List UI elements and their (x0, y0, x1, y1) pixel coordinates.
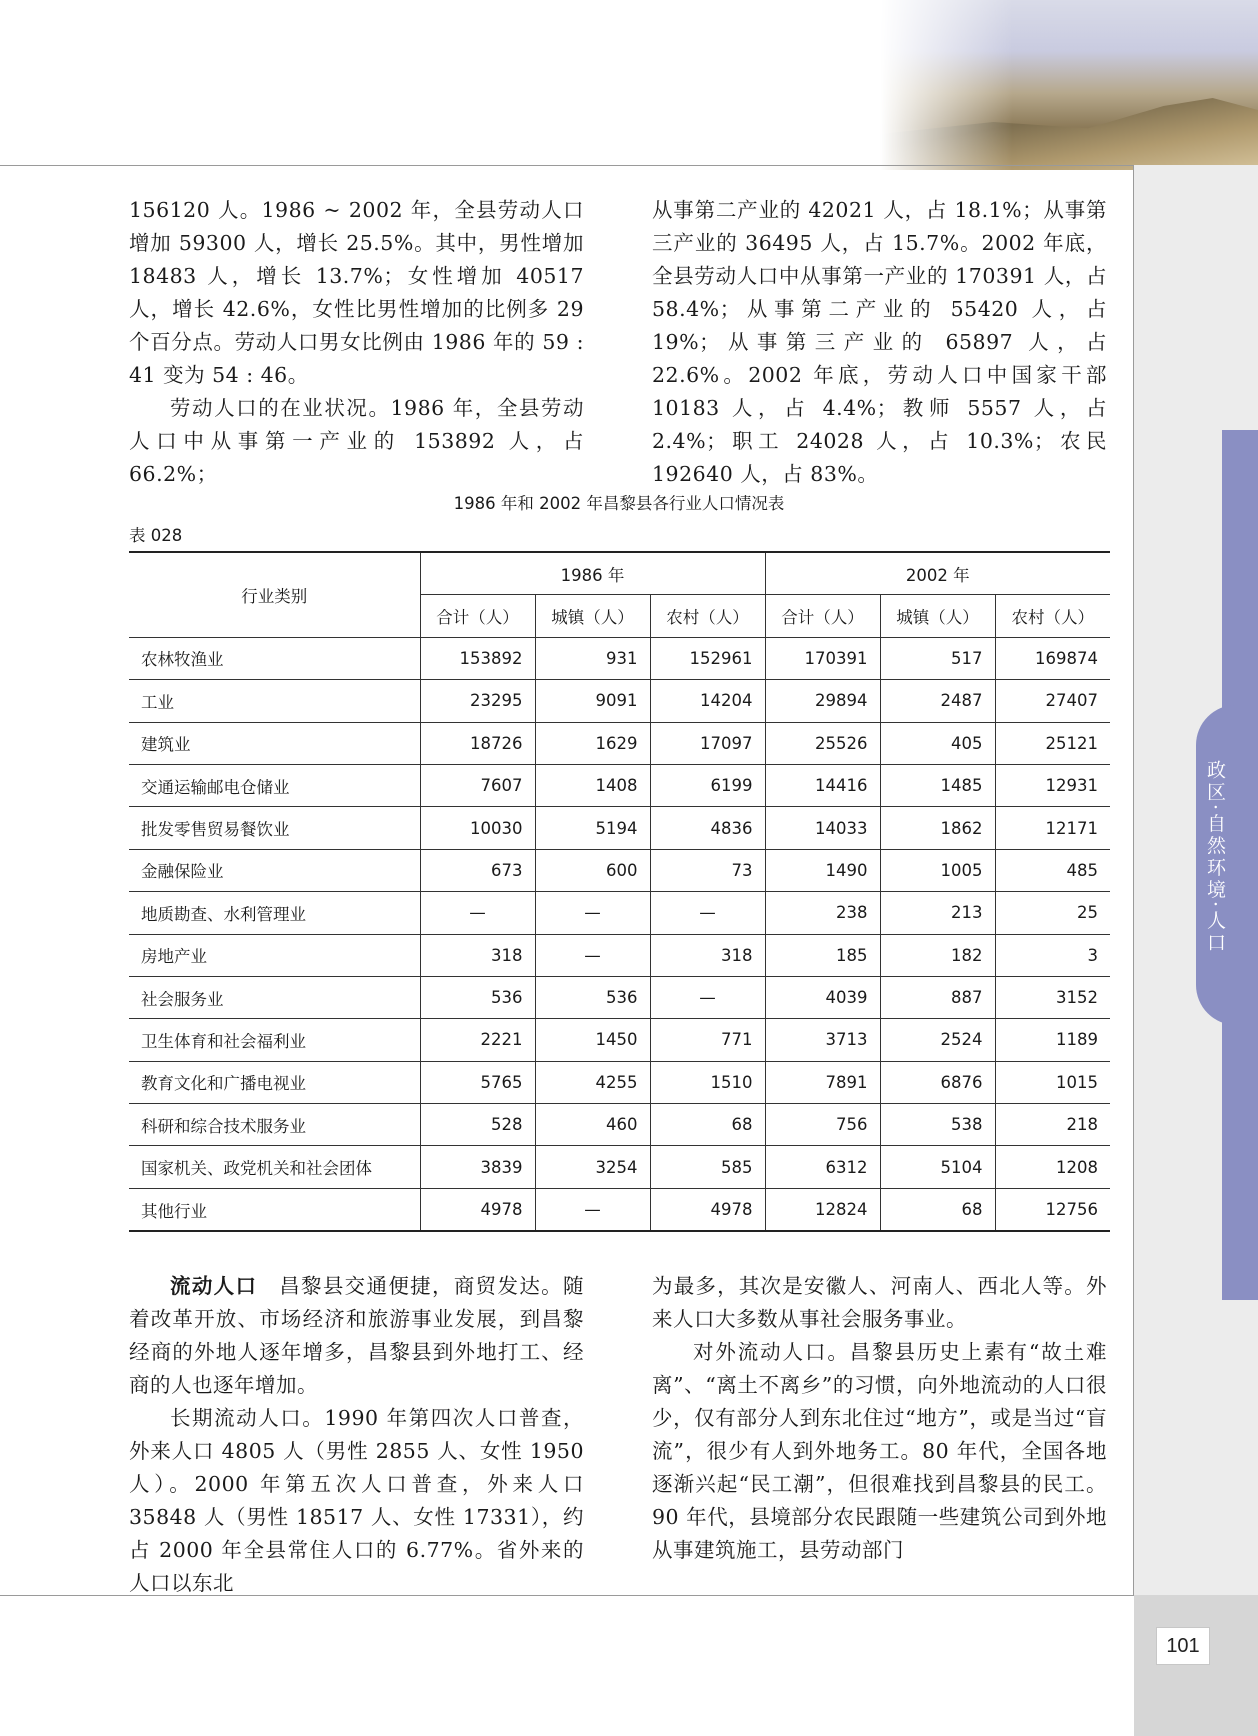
bottom-left-column (129, 1270, 584, 1600)
value-cell: 4039 (765, 976, 880, 1018)
value-cell: 6312 (765, 1146, 880, 1188)
value-cell: 17097 (650, 722, 765, 764)
value-cell: 528 (420, 1104, 535, 1146)
value-cell: 1189 (995, 1019, 1110, 1061)
paragraph: 劳动人口的在业状况。1986 年，全县劳动人口中从事第一产业的 153892 人，占 66.2%； (129, 396, 584, 486)
table-number: 表 028 (129, 526, 183, 545)
industry-name-cell: 工业 (129, 680, 420, 722)
value-cell: — (535, 934, 650, 976)
value-cell: 4978 (420, 1188, 535, 1231)
value-cell: 3152 (995, 976, 1110, 1018)
subheader-cell: 合计（人） (420, 595, 535, 637)
value-cell: 238 (765, 892, 880, 934)
value-cell: 5194 (535, 807, 650, 849)
value-cell: 1629 (535, 722, 650, 764)
value-cell: — (535, 892, 650, 934)
value-cell: 2524 (880, 1019, 995, 1061)
value-cell: 68 (650, 1104, 765, 1146)
table-title: 1986 年和 2002 年昌黎县各行业人口情况表 (453, 494, 785, 513)
top-left-column (129, 194, 584, 491)
value-cell: 1490 (765, 849, 880, 891)
industry-name-cell: 国家机关、政党机关和社会团体 (129, 1146, 420, 1188)
value-cell: 18726 (420, 722, 535, 764)
value-cell: 931 (535, 637, 650, 679)
header-category: 行业类别 (129, 552, 420, 637)
value-cell: 7891 (765, 1061, 880, 1103)
industry-name-cell: 科研和综合技术服务业 (129, 1104, 420, 1146)
subheader-cell: 农村（人） (650, 595, 765, 637)
table-row (129, 637, 1110, 679)
value-cell: 14204 (650, 680, 765, 722)
value-cell: 25526 (765, 722, 880, 764)
top-right-column (652, 194, 1107, 491)
section-heading: 流动人口 (170, 1274, 258, 1298)
header-rule (0, 165, 1134, 166)
value-cell: 887 (880, 976, 995, 1018)
value-cell: 585 (650, 1146, 765, 1188)
industry-name-cell: 教育文化和广播电视业 (129, 1061, 420, 1103)
value-cell: 771 (650, 1019, 765, 1061)
industry-name-cell: 其他行业 (129, 1188, 420, 1231)
value-cell: 9091 (535, 680, 650, 722)
landscape-graphic (880, 90, 1258, 170)
value-cell: 1510 (650, 1061, 765, 1103)
industry-name-cell: 建筑业 (129, 722, 420, 764)
value-cell: 25121 (995, 722, 1110, 764)
industry-name-cell: 卫生体育和社会福利业 (129, 1019, 420, 1061)
value-cell: 169874 (995, 637, 1110, 679)
value-cell: 1015 (995, 1061, 1110, 1103)
value-cell: 7607 (420, 764, 535, 806)
value-cell: 3713 (765, 1019, 880, 1061)
value-cell: 27407 (995, 680, 1110, 722)
industry-name-cell: 房地产业 (129, 934, 420, 976)
industry-name-cell: 农林牧渔业 (129, 637, 420, 679)
value-cell: 2221 (420, 1019, 535, 1061)
bottom-right-column (652, 1270, 1107, 1567)
value-cell: 5104 (880, 1146, 995, 1188)
table-row (129, 1019, 1110, 1061)
value-cell: 405 (880, 722, 995, 764)
value-cell: 517 (880, 637, 995, 679)
industry-name-cell: 金融保险业 (129, 849, 420, 891)
value-cell: 536 (535, 976, 650, 1018)
industry-name-cell: 地质勘查、水利管理业 (129, 892, 420, 934)
table-row (129, 934, 1110, 976)
value-cell: 213 (880, 892, 995, 934)
subheader-cell: 城镇（人） (880, 595, 995, 637)
value-cell: 3254 (535, 1146, 650, 1188)
value-cell: 170391 (765, 637, 880, 679)
value-cell: 1450 (535, 1019, 650, 1061)
industry-name-cell: 社会服务业 (129, 976, 420, 1018)
value-cell: 218 (995, 1104, 1110, 1146)
side-footer-strip (1134, 1595, 1258, 1736)
table-row (129, 764, 1110, 806)
table-row (129, 1188, 1110, 1231)
paragraph: 为最多，其次是安徽人、河南人、西北人等。外来人口大多数从事社会服务事业。 (652, 1274, 1107, 1331)
industry-name-cell: 批发零售贸易餐饮业 (129, 807, 420, 849)
industry-name-cell: 交通运输邮电仓储业 (129, 764, 420, 806)
page-edge-rule (1133, 165, 1134, 1595)
value-cell: 6876 (880, 1061, 995, 1103)
subheader-cell: 合计（人） (765, 595, 880, 637)
value-cell: — (650, 976, 765, 1018)
value-cell: 1408 (535, 764, 650, 806)
value-cell: 68 (880, 1188, 995, 1231)
value-cell: 29894 (765, 680, 880, 722)
value-cell: 4836 (650, 807, 765, 849)
value-cell: 23295 (420, 680, 535, 722)
value-cell: 182 (880, 934, 995, 976)
table-row (129, 680, 1110, 722)
table-row (129, 1146, 1110, 1188)
table-row (129, 807, 1110, 849)
paragraph (129, 1270, 584, 1402)
value-cell: — (420, 892, 535, 934)
value-cell: 4978 (650, 1188, 765, 1231)
value-cell: 10030 (420, 807, 535, 849)
paragraph: 156120 人。1986 ~ 2002 年，全县劳动人口增加 59300 人，增长 25.5%。其中，男性增加 18483 人，增长 13.7%；女性增加 40517 人，增长 42.6%，女性比男性增加的比例多 29 个百分点。劳动人口男女比例由 1986 年的 59 : 41 变为 54 : 46。 (129, 198, 584, 387)
header-banner-photo (880, 0, 1258, 170)
value-cell: 73 (650, 849, 765, 891)
paragraph: 对外流动人口。昌黎县历史上素有“故土难离”、“离土不离乡”的习惯，向外地流动的人口很少，仅有部分人到东北住过“地方”，或是当过“盲流”，很少有人到外地务工。80 年代，全国各地逐渐兴起“民工潮”，但很难找到昌黎县的民工。90 年代，县境部分农民跟随一些建筑公司到外地从事建筑施工，县劳动部门 (652, 1340, 1107, 1562)
value-cell: 1005 (880, 849, 995, 891)
value-cell: 12824 (765, 1188, 880, 1231)
table-row (129, 1061, 1110, 1103)
value-cell: 1862 (880, 807, 995, 849)
value-cell: 756 (765, 1104, 880, 1146)
value-cell: — (535, 1188, 650, 1231)
value-cell: 538 (880, 1104, 995, 1146)
value-cell: 3 (995, 934, 1110, 976)
value-cell: 3839 (420, 1146, 535, 1188)
header-year-1986: 1986 年 (420, 552, 765, 595)
value-cell: 318 (420, 934, 535, 976)
table-row (129, 892, 1110, 934)
industry-population-table (129, 551, 1110, 1232)
table-row (129, 849, 1110, 891)
value-cell: 12931 (995, 764, 1110, 806)
value-cell: 14033 (765, 807, 880, 849)
paragraph: 长期流动人口。1990 年第四次人口普查，外来人口 4805 人（男性 2855 人、女性 1950 人）。2000 年第五次人口普查，外来人口 35848 人（男性 18517 人、女性 17331），约占 2000 年全县常住人口的 6.77%。省外来的人口以东北 (129, 1406, 584, 1595)
chapter-tab-label: 政区·自然环境·人口 (1204, 760, 1226, 955)
page-number: 101 (1156, 1627, 1210, 1665)
table-row (129, 1104, 1110, 1146)
value-cell: 673 (420, 849, 535, 891)
value-cell: 1485 (880, 764, 995, 806)
paragraph-text: 昌黎县交通便捷，商贸发达。随着改革开放、市场经济和旅游事业发展，到昌黎经商的外地人逐年增多，昌黎县到外地打工、经商的人也逐年增加。 (129, 1274, 585, 1397)
value-cell: 12756 (995, 1188, 1110, 1231)
value-cell: 5765 (420, 1061, 535, 1103)
subheader-cell: 城镇（人） (535, 595, 650, 637)
header-year-2002: 2002 年 (765, 552, 1110, 595)
value-cell: 185 (765, 934, 880, 976)
value-cell: 153892 (420, 637, 535, 679)
value-cell: 485 (995, 849, 1110, 891)
value-cell: 460 (535, 1104, 650, 1146)
value-cell: 1208 (995, 1146, 1110, 1188)
value-cell: 152961 (650, 637, 765, 679)
paragraph: 从事第二产业的 42021 人，占 18.1%；从事第三产业的 36495 人，占 15.7%。2002 年底，全县劳动人口中从事第一产业的 170391 人，占 58.4%；从事第二产业的 55420 人，占 19%；从事第三产业的 65897 人，占 22.6%。2002 年底，劳动人口中国家干部 10183 人，占 4.4%；教师 5557 人，占 2.4%；职工 24028 人，占 10.3%；农民 192640 人，占 83%。 (652, 198, 1107, 486)
value-cell: 12171 (995, 807, 1110, 849)
value-cell: 536 (420, 976, 535, 1018)
value-cell: 318 (650, 934, 765, 976)
value-cell: 600 (535, 849, 650, 891)
value-cell: — (650, 892, 765, 934)
value-cell: 14416 (765, 764, 880, 806)
subheader-cell: 农村（人） (995, 595, 1110, 637)
table-row (129, 976, 1110, 1018)
table-row (129, 722, 1110, 764)
value-cell: 6199 (650, 764, 765, 806)
value-cell: 2487 (880, 680, 995, 722)
value-cell: 4255 (535, 1061, 650, 1103)
value-cell: 25 (995, 892, 1110, 934)
